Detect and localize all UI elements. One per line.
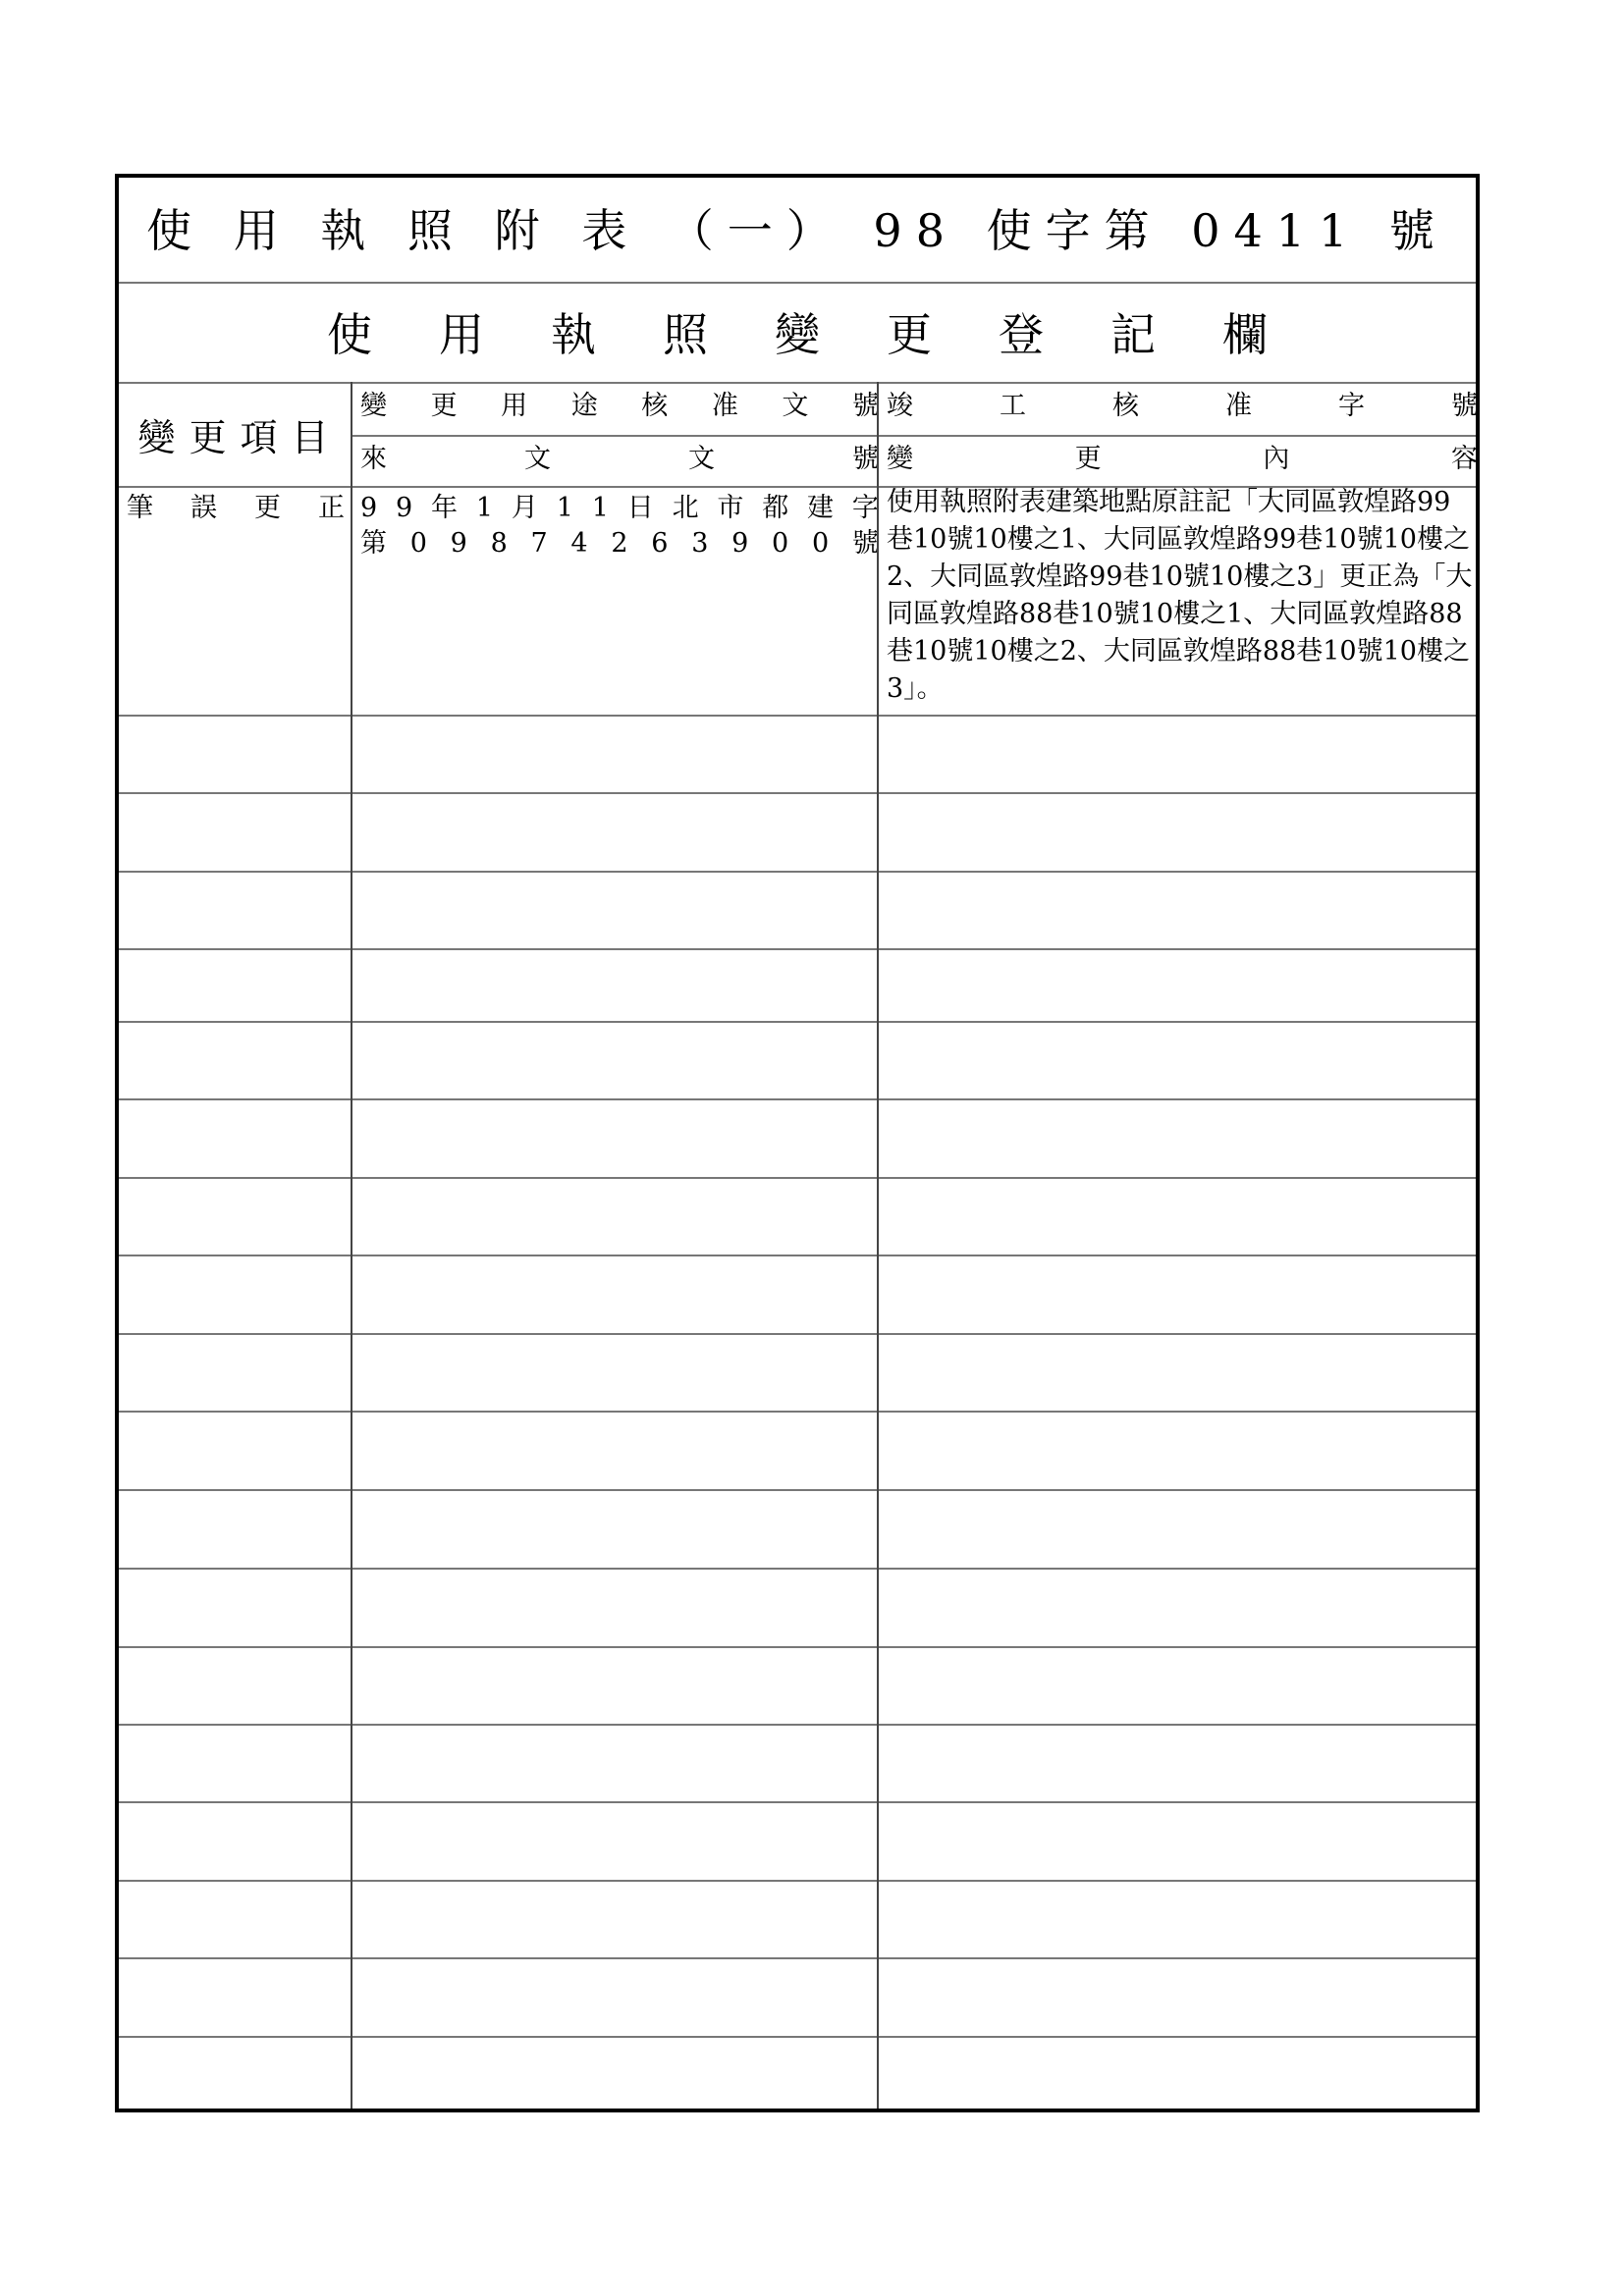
row-divider	[119, 1724, 1476, 1726]
column-divider	[877, 382, 879, 2109]
header-change-content: 變 更 內 容	[887, 444, 1478, 474]
row-divider	[119, 1333, 1476, 1335]
header-incoming-doc-no: 來 文 文 號	[360, 444, 879, 474]
row-doc-line2: 第 0 9 8 7 4 2 6 3 9 0 0 號	[360, 528, 879, 559]
document-title: 使 用 執 照 附 表 （一） 98 使字第 0411 號	[146, 204, 1448, 257]
header-change-item: 變更項目	[137, 415, 343, 459]
row-divider	[119, 1411, 1476, 1413]
row-divider	[119, 1646, 1476, 1648]
divider	[119, 715, 1476, 717]
row-divider	[119, 1489, 1476, 1491]
row-change-content: 使用執照附表建築地點原註記「大同區敦煌路99巷10號10樓之1、大同區敦煌路99巷10號10樓之2、大同區敦煌路99巷10號10樓之3」更正為「大同區敦煌路88巷10號10樓之1、大同區敦煌路88巷10號10樓之2、大同區敦煌路88巷10號10樓之3」。	[887, 487, 1473, 704]
header-completion-approval-no: 竣 工 核 准 字 號	[887, 391, 1478, 421]
header-approval-doc-no: 變 更 用 途 核 准 文 號	[360, 391, 879, 421]
row-divider	[119, 1568, 1476, 1570]
section-title: 使用執照變更登記欄	[327, 308, 1334, 361]
row-doc-line1: 9 9 年 1 月 1 1 日 北 市 都 建 字	[360, 493, 879, 523]
row-divider	[119, 792, 1476, 794]
row-divider	[119, 1880, 1476, 1882]
row-divider	[119, 1255, 1476, 1256]
row-divider	[119, 1021, 1476, 1023]
row-divider	[119, 871, 1476, 873]
row-divider	[119, 2036, 1476, 2038]
divider	[119, 282, 1476, 284]
divider	[352, 435, 1476, 437]
column-divider	[351, 382, 352, 2109]
row-divider	[119, 1098, 1476, 1100]
row-divider	[119, 1177, 1476, 1179]
row-divider	[119, 948, 1476, 950]
row-divider	[119, 1801, 1476, 1803]
license-change-table	[115, 174, 1480, 2112]
row-change-item: 筆 誤 更 正	[127, 493, 345, 523]
row-divider	[119, 1957, 1476, 1959]
